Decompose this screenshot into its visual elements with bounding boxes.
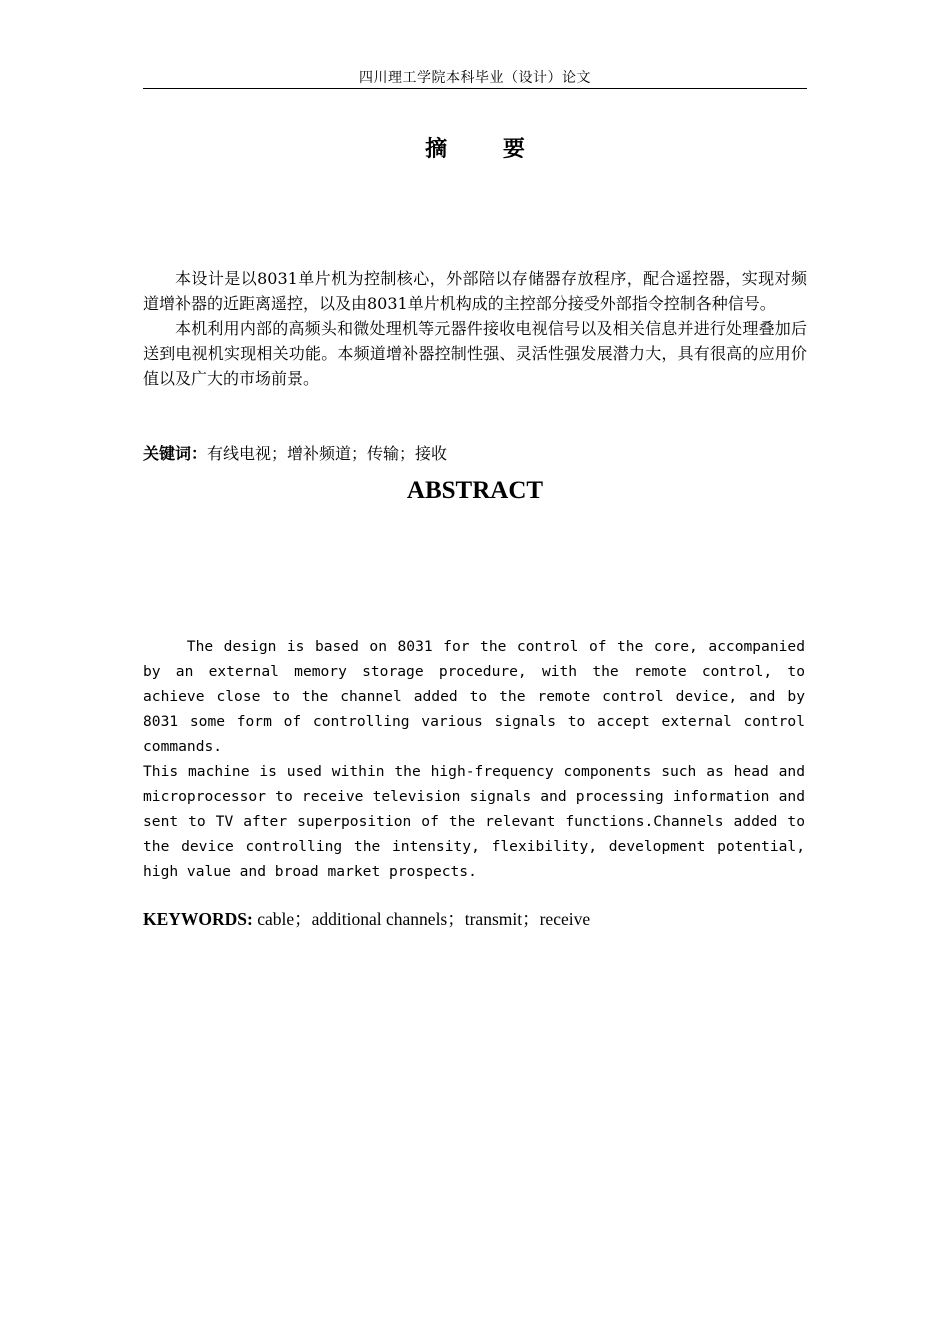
abstract-title-en: ABSTRACT [406, 477, 544, 504]
keywords-en [143, 907, 807, 932]
keywords-en-label: KEYWORDS: [143, 909, 253, 929]
abstract-en-paragraph: This machine is used within the high-frequency components such as head and microprocessor to receive television signals and processing information and sent to TV after superposition of the relevant functions.Channels added to the device controlling the intensity, flexibility, development potential, high value and broad market prospects. [143, 763, 805, 880]
keywords-cn-label: 关键词： [143, 444, 208, 463]
abstract-cn-paragraph: 本机利用内部的高频头和微处理机等元器件接收电视信号以及相关信息并进行处理叠加后送到电视机实现相关功能。本频道增补器控制性强、灵活性强发展潜力大，具有很高的应用价值以及广大的市场前景。 [143, 319, 807, 388]
keywords-cn [143, 441, 807, 466]
header-text: 四川理工学院本科毕业（设计）论文 [359, 70, 591, 86]
abstract-body-cn [143, 266, 807, 391]
keywords-en-value: cable；additional channels；transmit；receive [252, 909, 591, 929]
keywords-cn-value: 有线电视；增补频道；传输；接收 [207, 444, 448, 463]
abstract-body-en [143, 634, 805, 884]
abstract-en-paragraph: The design is based on 8031 for the control of the core, accompanied by an external memory storage procedure, with the remote control, to achieve close to the channel added to the remote control device, and by 8031 some form of controlling various signals to accept external control commands. [143, 638, 805, 755]
page-header [143, 68, 807, 89]
abstract-title-cn: 摘 要 [425, 137, 549, 162]
abstract-cn-paragraph: 本设计是以8031单片机为控制核心，外部陪以存储器存放程序，配合遥控器，实现对频道增补器的近距离遥控，以及由8031单片机构成的主控部分接受外部指令控制各种信号。 [143, 269, 807, 313]
